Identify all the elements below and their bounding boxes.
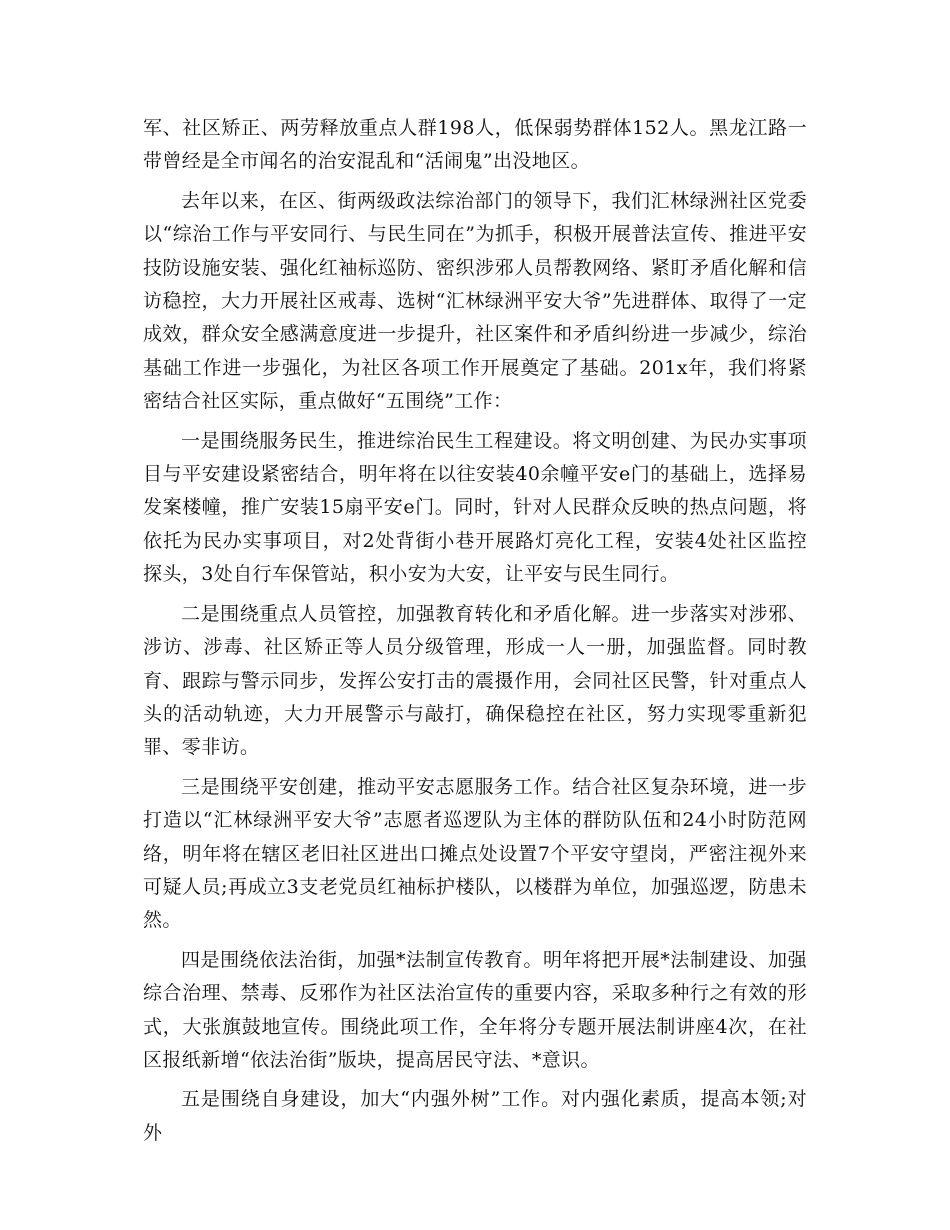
paragraph-overview: 去年以来，在区、街两级政法综治部门的领导下，我们汇林绿洲社区党委以“综治工作与平安同行、与民生同在”为抓手，积极开展普法宣传、推进平安技防设施安装、强化红袖标巡防、密织涉邪人员帮教网络、紧盯矛盾化解和信访稳控，大力开展社区戒毒、选树“汇林绿洲平安大爷”先进群体、取得了一定成效，群众安全感满意度进一步提升，社区案件和矛盾纠纷进一步减少，综治基础工作进一步强化，为社区各项工作开展奠定了基础。201x年，我们将紧密结合社区实际，重点做好“五围绕”工作： — [143, 189, 807, 413]
paragraph-item-five: 五是围绕自身建设，加大“内强外树”工作。对内强化素质，提高本领;对外 — [143, 1088, 807, 1144]
paragraph-continued: 军、社区矫正、两劳释放重点人群198人，低保弱势群体152人。黑龙江路一带曾经是全市闻名的治安混乱和“活闹鬼”出没地区。 — [143, 117, 807, 173]
paragraph-item-four: 四是围绕依法治街，加强*法制宣传教育。明年将把开展*法制建设、加强综合治理、禁毒、反邪作为社区法治宣传的重要内容，采取多种行之有效的形式，大张旗鼓地宣传。围绕此项工作，全年将分专题开展法制讲座4次，在社区报纸新增“依法治街”版块，提高居民守法、*意识。 — [143, 948, 807, 1071]
document-body — [143, 112, 807, 1150]
paragraph-item-three: 三是围绕平安创建，推动平安志愿服务工作。结合社区复杂环境，进一步打造以“汇林绿洲平安大爷”志愿者巡逻队为主体的群防队伍和24小时防范网络，明年将在辖区老旧社区进出口摊点处设置7个平安守望岗，严密注视外来可疑人员;再成立3支老党员红袖标护楼队，以楼群为单位，加强巡逻，防患未然。 — [143, 775, 807, 932]
paragraph-item-one: 一是围绕服务民生，推进综治民生工程建设。将文明创建、为民办实事项目与平安建设紧密结合，明年将在以往安装40余幢平安e门的基础上，选择易发案楼幢，推广安装15扇平安e门。同时，针对人民群众反映的热点问题，将依托为民办实事项目，对2处背街小巷开展路灯亮化工程，安装4处社区监控探头，3处自行车保管站，积小安为大安，让平安与民生同行。 — [143, 429, 807, 586]
paragraph-item-two: 二是围绕重点人员管控，加强教育转化和矛盾化解。进一步落实对涉邪、涉访、涉毒、社区矫正等人员分级管理，形成一人一册，加强监督。同时教育、跟踪与警示同步，发挥公安打击的震摄作用，会同社区民警，针对重点人头的活动轨迹，大力开展警示与敲打，确保稳控在社区，努力实现零重新犯罪、零非访。 — [143, 602, 807, 759]
